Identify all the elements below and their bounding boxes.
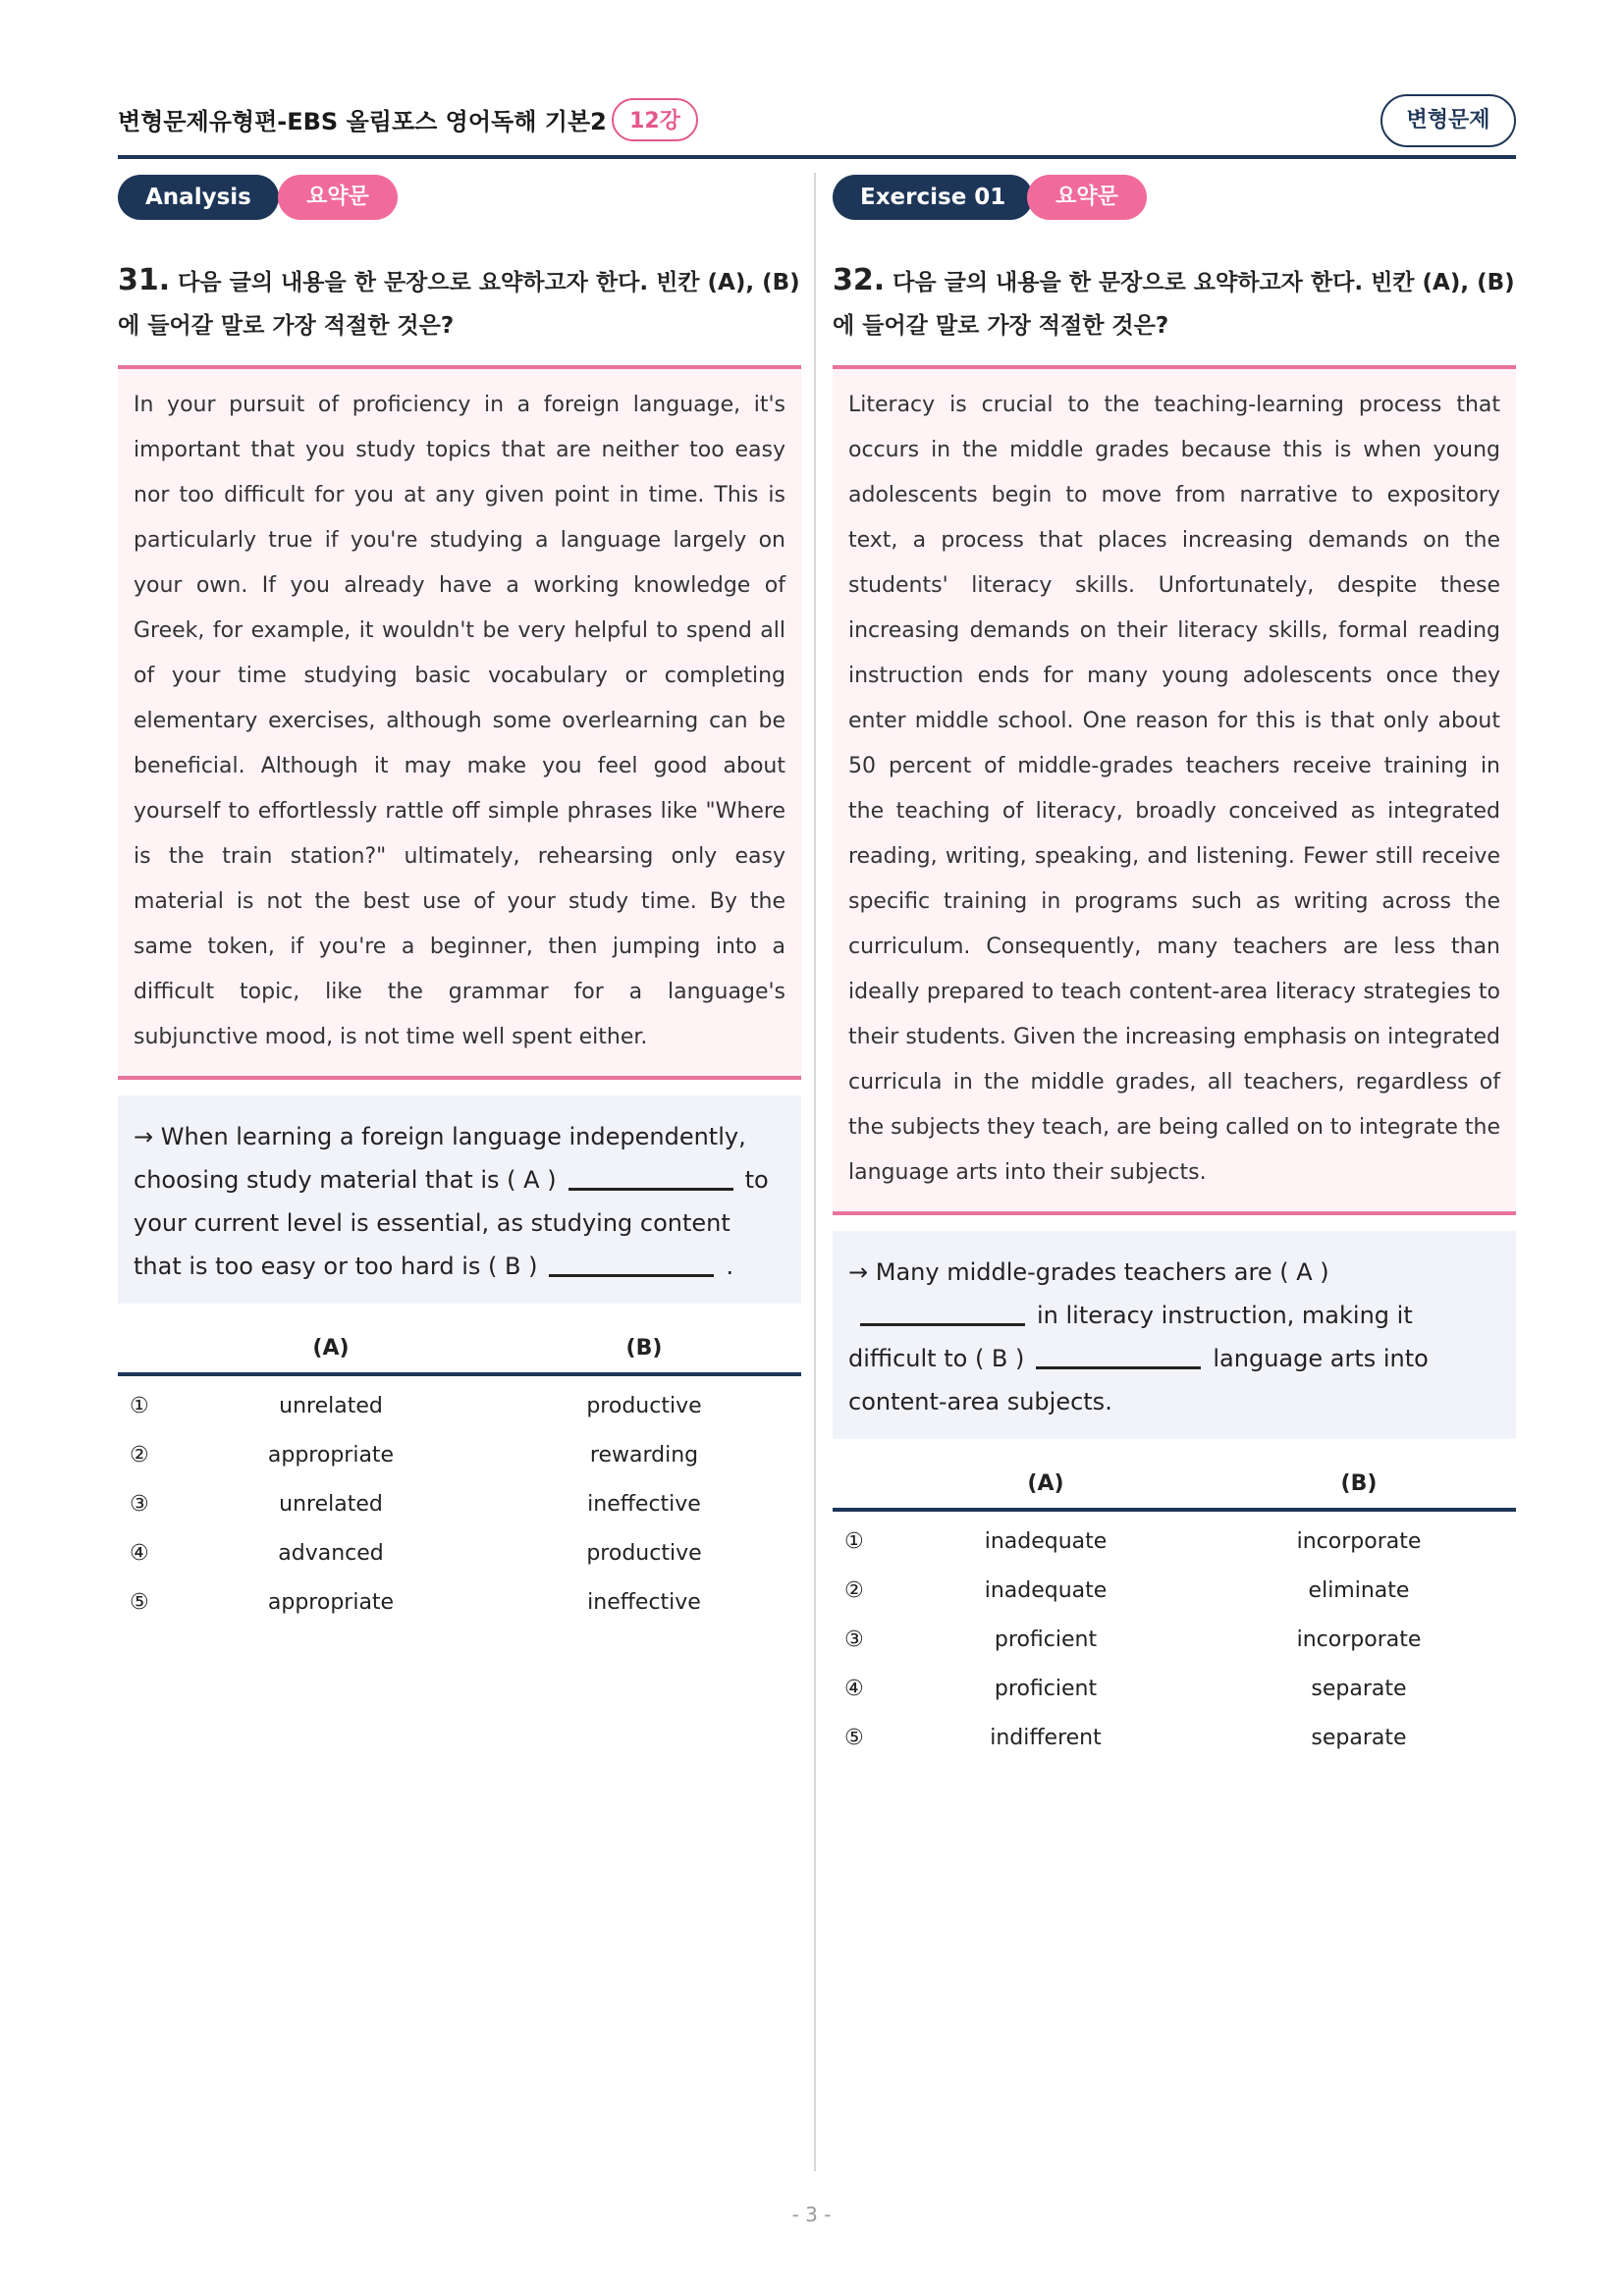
question-32	[833, 259, 1516, 347]
option-number: ①	[130, 1394, 149, 1418]
option-number: ②	[844, 1578, 864, 1603]
answer-option[interactable]	[118, 1578, 801, 1628]
page-number: - 3 -	[791, 2203, 832, 2226]
answer-option[interactable]	[118, 1480, 801, 1529]
column-a-label: (A)	[1027, 1471, 1064, 1496]
option-number: ⑤	[130, 1590, 149, 1615]
answer-table-header	[833, 1461, 1516, 1508]
option-b: rewarding	[589, 1443, 699, 1468]
exercise-tag: Exercise 01	[833, 175, 1033, 220]
summary-text-2: to your current level is essential, as studying content that is too easy or too hard is ( B )	[134, 1166, 769, 1280]
summary-type-tag: 요약문	[278, 175, 398, 220]
workbook-title: 변형문제유형편-EBS 올림포스 영어독해 기본2	[118, 108, 607, 135]
question-text: 다음 글의 내용을 한 문장으로 요약하고자 한다. 빈칸 (A), (B)에 들어갈 말로 가장 적절한 것은?	[118, 270, 800, 339]
answer-option[interactable]	[118, 1529, 801, 1578]
right-column	[833, 175, 1516, 1763]
option-b: separate	[1311, 1677, 1407, 1701]
blank-b	[549, 1258, 714, 1277]
answer-option[interactable]	[833, 1518, 1516, 1567]
answer-table-rule	[118, 1372, 801, 1376]
blank-b	[1036, 1351, 1201, 1369]
question-text: 다음 글의 내용을 한 문장으로 요약하고자 한다. 빈칸 (A), (B)에 들어갈 말로 가장 적절한 것은?	[833, 270, 1515, 339]
passage-bottom-rule	[118, 1076, 801, 1080]
option-b: productive	[586, 1541, 702, 1566]
option-b: ineffective	[587, 1492, 701, 1517]
option-b: ineffective	[587, 1590, 701, 1615]
question-31	[118, 259, 801, 347]
option-number: ⑤	[844, 1726, 864, 1750]
question-number: 31.	[118, 263, 171, 297]
answer-table-header	[118, 1325, 801, 1372]
passage: In your pursuit of proficiency in a foreign language, it's important that you study topics that are neither too easy nor too difficult for you at any given point in time. This is particularly true if you're studying a language largely on your own. If you already have a working knowledge of Greek, for example, it wouldn't be very helpful to spend all of your time studying basic vocabulary or completing elementary exercises, although some overlearning can be beneficial. Although it may make you feel good about yourself to effortlessly rattle off simple phrases like "Where is the train station?" ultimately, rehearsing only easy material is not the best use of your study time. By the same token, if you're a beginner, then jumping into a difficult topic, like the grammar for a language's subjunctive mood, is not time well spent either.	[118, 369, 801, 1076]
option-a: appropriate	[267, 1443, 395, 1468]
summary-type-tag: 요약문	[1027, 175, 1147, 220]
option-a: proficient	[994, 1677, 1098, 1701]
analysis-tag: Analysis	[118, 175, 279, 220]
summary-text-1: → When learning a foreign language independently, choosing study material that is ( A )	[134, 1123, 746, 1194]
answer-option[interactable]	[833, 1665, 1516, 1714]
option-number: ③	[130, 1492, 149, 1517]
summary-text-1: → Many middle-grades teachers are ( A )	[848, 1258, 1329, 1286]
summary-text-3: language arts into content-area subjects.	[848, 1345, 1429, 1415]
summary-text-3: .	[726, 1253, 734, 1280]
column-divider	[814, 173, 816, 2171]
option-a: proficient	[994, 1628, 1098, 1652]
option-b: separate	[1311, 1726, 1407, 1750]
summary-box	[118, 1095, 801, 1304]
type-badge: 변형문제	[1380, 94, 1516, 147]
header-divider	[118, 155, 1516, 159]
answer-option[interactable]	[118, 1431, 801, 1480]
passage: Literacy is crucial to the teaching-learning process that occurs in the middle grades because this is when young adolescents begin to move from narrative to expository text, a process that places increasing demands on the students' literacy skills. Unfortunately, despite these increasing demands on their literacy skills, formal reading instruction ends for many young adolescents once they enter middle school. One reason for this is that only about 50 percent of middle-grades teachers receive training in the teaching of literacy, broadly conceived as integrated reading, writing, speaking, and listening. Fewer still receive specific training in programs such as writing across the curriculum. Consequently, many teachers are less than ideally prepared to teach content-area literacy strategies to their students. Given the increasing emphasis on integrated curricula in the middle grades, all teachers, regardless of the subjects they teach, are being called on to integrate the language arts into their subjects.	[833, 369, 1516, 1211]
column-b-label: (B)	[625, 1336, 663, 1361]
option-number: ④	[130, 1541, 149, 1566]
option-b: productive	[586, 1394, 702, 1418]
blank-a	[568, 1172, 733, 1191]
option-a: unrelated	[279, 1394, 383, 1418]
option-number: ③	[844, 1628, 864, 1652]
answer-table-rule	[833, 1508, 1516, 1512]
answer-option[interactable]	[833, 1616, 1516, 1665]
question-number: 32.	[833, 263, 886, 297]
option-a: indifferent	[990, 1726, 1102, 1750]
option-b: incorporate	[1296, 1628, 1422, 1652]
column-b-label: (B)	[1340, 1471, 1378, 1496]
option-b: incorporate	[1296, 1529, 1422, 1554]
blank-a	[860, 1308, 1025, 1326]
passage-bottom-rule	[833, 1211, 1516, 1215]
answer-option[interactable]	[118, 1382, 801, 1431]
option-number: ④	[844, 1677, 864, 1701]
option-a: appropriate	[267, 1590, 395, 1615]
summary-box	[833, 1231, 1516, 1439]
option-number: ①	[844, 1529, 864, 1554]
option-a: inadequate	[984, 1578, 1108, 1603]
left-column	[118, 175, 801, 1628]
column-a-label: (A)	[312, 1336, 350, 1361]
option-a: advanced	[278, 1541, 384, 1566]
option-a: unrelated	[279, 1492, 383, 1517]
summary-text-2: in literacy instruction, making it difficult to ( B )	[848, 1302, 1413, 1372]
answer-option[interactable]	[833, 1567, 1516, 1616]
lesson-badge: 12강	[612, 98, 698, 141]
section-tags	[118, 175, 801, 224]
option-number: ②	[130, 1443, 149, 1468]
option-a: inadequate	[984, 1529, 1108, 1554]
page-header	[118, 98, 1516, 159]
section-tags	[833, 175, 1516, 224]
answer-option[interactable]	[833, 1714, 1516, 1763]
option-b: eliminate	[1308, 1578, 1410, 1603]
